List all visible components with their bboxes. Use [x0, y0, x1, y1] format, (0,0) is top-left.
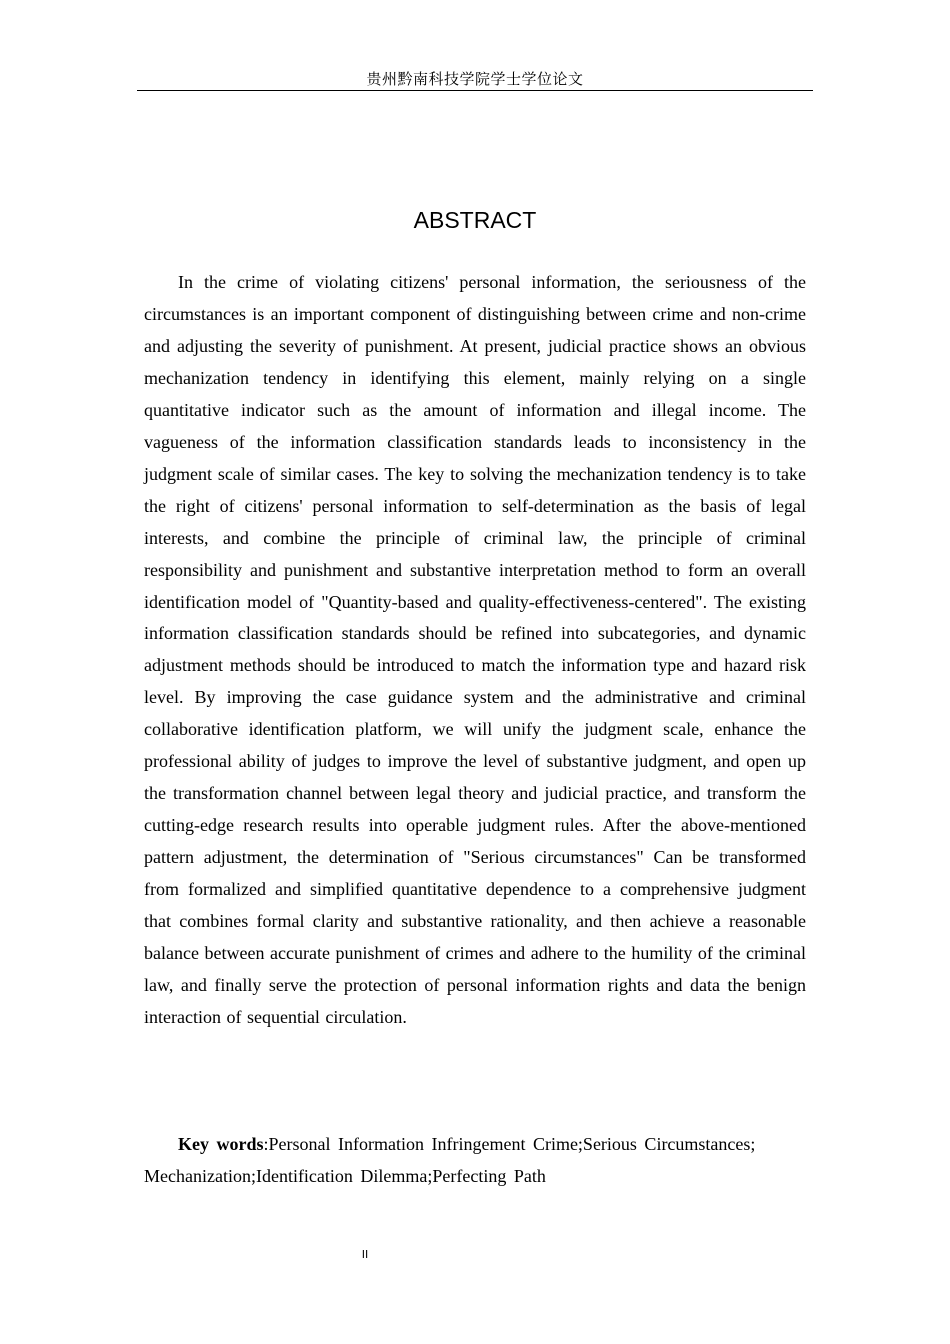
abstract-body: In the crime of violating citizens' personal information, the seriousness of the circumstances is an important component of distinguishing between crime and non-crime and adjusting the severity of punishment. At present, judicial practice shows an obvious mechanization tendency in identifying this element, mainly relying on a single quantitative indicator such as the amount of information and illegal income. The vagueness of the information classification standards leads to inconsistency in the judgment scale of similar cases. The key to solving the mechanization tendency is to take the right of citizens' personal information to self-determination as the basis of legal interests, and combine the principle of criminal law, the principle of criminal responsibility and punishment and substantive interpretation method to form an overall identification model of "Quantity-based and quality-effectiveness-centered". The existing information classification standards should be refined into subcategories, and dynamic adjustment methods should be introduced to match the information type and hazard risk level. By improving the case guidance system and the administrative and criminal collaborative identification platform, we will unify the judgment scale, enhance the professional ability of judges to improve the level of substantive judgment, and open up the transformation channel between legal theory and judicial practice, and transform the cutting-edge research results into operable judgment rules. After the above-mentioned pattern adjustment, the determination of "Serious circumstances" Can be transformed from formalized and simplified quantitative dependence to a comprehensive judgment that combines formal clarity and substantive rationality, and then achieve a reasonable balance between accurate punishment of crimes and adhere to the humility of the criminal law, and finally serve the protection of personal information rights and data the benign interaction of sequential circulation.: [144, 272, 806, 1027]
page-number: II: [361, 1248, 369, 1261]
keywords-separator: :: [263, 1134, 269, 1154]
running-header: 贵州黔南科技学院学士学位论文: [137, 68, 813, 91]
abstract-title: ABSTRACT: [413, 207, 537, 233]
keywords-text: Personal Information Infringement Crime;Serious Circumstances; Mechanization;Identification Dilemma;Perfecting Path: [144, 1134, 756, 1186]
keywords-label: Key words: [178, 1134, 264, 1154]
keywords-paragraph: [144, 1129, 806, 1193]
